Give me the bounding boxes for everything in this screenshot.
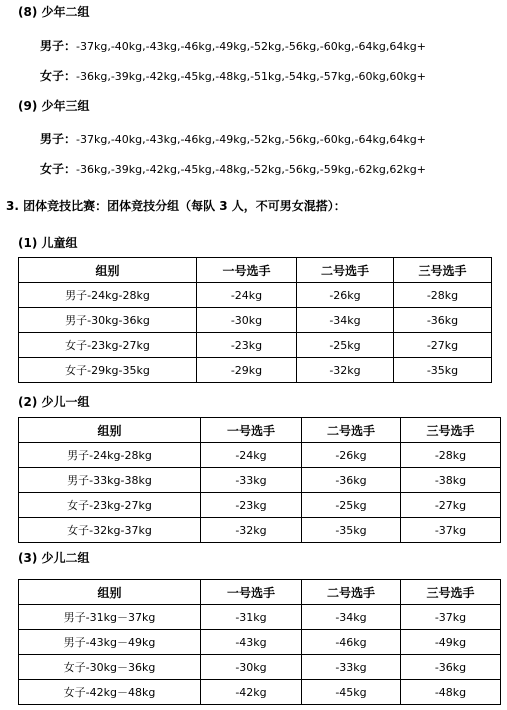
table-cell: -36kg: [302, 468, 401, 493]
table-cell: -27kg: [394, 333, 492, 358]
table-cell: -45kg: [302, 680, 401, 705]
table-cell: -43kg: [201, 630, 302, 655]
group-8-male-row: [40, 37, 426, 54]
table-cell: 男子-31kg－37kg: [19, 605, 201, 630]
table-cell: -32kg: [297, 358, 394, 383]
table-cell: 男子-24kg-28kg: [19, 443, 201, 468]
table-row: [19, 443, 501, 468]
table-row: [19, 518, 501, 543]
table-cell: -23kg: [201, 493, 302, 518]
table-cell: -31kg: [201, 605, 302, 630]
table-cell: -35kg: [302, 518, 401, 543]
table-cell: -34kg: [302, 605, 401, 630]
table-cell: -28kg: [401, 443, 501, 468]
table-row: [19, 605, 501, 630]
table-cell: -26kg: [297, 283, 394, 308]
col-header: 二号选手: [297, 258, 394, 283]
table-cell: 女子-42kg－48kg: [19, 680, 201, 705]
weight-list: -36kg,-39kg,-42kg,-45kg,-48kg,-52kg,-56kg,-59kg,-62kg,62kg+: [76, 163, 426, 176]
table-cell: -27kg: [401, 493, 501, 518]
table-cell: -28kg: [394, 283, 492, 308]
table-cell: 女子-30kg－36kg: [19, 655, 201, 680]
table-cell: -32kg: [201, 518, 302, 543]
col-header: 一号选手: [197, 258, 297, 283]
table-row: [19, 283, 492, 308]
table-cell: -36kg: [401, 655, 501, 680]
table-cell: -34kg: [297, 308, 394, 333]
table-cell: -49kg: [401, 630, 501, 655]
table-cell: -46kg: [302, 630, 401, 655]
group-8-female-row: [40, 67, 426, 84]
table-cell: -24kg: [197, 283, 297, 308]
table-cell: -24kg: [201, 443, 302, 468]
table-cell: -33kg: [302, 655, 401, 680]
group-9-title: (9) 少年三组: [18, 99, 90, 113]
table-row: [19, 468, 501, 493]
col-header: 三号选手: [401, 580, 501, 605]
table-header-row: [19, 418, 501, 443]
group-9-female-row: [40, 160, 426, 177]
table-cell: 女子-29kg-35kg: [19, 358, 197, 383]
col-header: 组别: [19, 580, 201, 605]
female-label: 女子：: [40, 162, 77, 176]
table-cell: -30kg: [197, 308, 297, 333]
table-cell: 男子-30kg-36kg: [19, 308, 197, 333]
team-group-1-title: (1) 儿童组: [18, 236, 78, 250]
col-header: 二号选手: [302, 580, 401, 605]
weight-list: -37kg,-40kg,-43kg,-46kg,-49kg,-52kg,-56kg,-60kg,-64kg,64kg+: [76, 133, 426, 146]
table-cell: -48kg: [401, 680, 501, 705]
col-header: 三号选手: [394, 258, 492, 283]
table-cell: 女子-23kg-27kg: [19, 333, 197, 358]
table-cell: -26kg: [302, 443, 401, 468]
table-cell: 男子-33kg-38kg: [19, 468, 201, 493]
team-group-1-table: [18, 257, 492, 383]
table-header-row: [19, 258, 492, 283]
table-cell: -38kg: [401, 468, 501, 493]
table-cell: -37kg: [401, 518, 501, 543]
table-cell: 女子-23kg-27kg: [19, 493, 201, 518]
table-row: [19, 493, 501, 518]
table-cell: 男子-24kg-28kg: [19, 283, 197, 308]
col-header: 一号选手: [201, 580, 302, 605]
table-cell: 女子-32kg-37kg: [19, 518, 201, 543]
team-group-3-table: [18, 579, 501, 705]
col-header: 二号选手: [302, 418, 401, 443]
group-8-title: (8) 少年二组: [18, 5, 90, 19]
table-cell: -35kg: [394, 358, 492, 383]
col-header: 三号选手: [401, 418, 501, 443]
table-row: [19, 680, 501, 705]
weight-list: -37kg,-40kg,-43kg,-46kg,-49kg,-52kg,-56kg,-60kg,-64kg,64kg+: [76, 40, 426, 53]
table-row: [19, 655, 501, 680]
table-cell: -23kg: [197, 333, 297, 358]
team-group-2-title: (2) 少儿一组: [18, 395, 90, 409]
male-label: 男子：: [40, 132, 77, 146]
male-label: 男子：: [40, 39, 77, 53]
col-header: 组别: [19, 258, 197, 283]
table-cell: -42kg: [201, 680, 302, 705]
table-row: [19, 358, 492, 383]
team-group-3-title: (3) 少儿二组: [18, 551, 90, 565]
table-cell: -29kg: [197, 358, 297, 383]
group-9-male-row: [40, 130, 426, 147]
col-header: 一号选手: [201, 418, 302, 443]
table-cell: -30kg: [201, 655, 302, 680]
table-row: [19, 308, 492, 333]
team-group-2-table: [18, 417, 501, 543]
table-cell: 男子-43kg－49kg: [19, 630, 201, 655]
table-cell: -25kg: [302, 493, 401, 518]
table-cell: -33kg: [201, 468, 302, 493]
table-header-row: [19, 580, 501, 605]
table-cell: -25kg: [297, 333, 394, 358]
table-cell: -37kg: [401, 605, 501, 630]
female-label: 女子：: [40, 69, 77, 83]
team-section-heading: 3. 团体竞技比赛：团体竞技分组（每队 3 人，不可男女混搭）：: [6, 199, 346, 213]
table-cell: -36kg: [394, 308, 492, 333]
table-row: [19, 630, 501, 655]
weight-list: -36kg,-39kg,-42kg,-45kg,-48kg,-51kg,-54kg,-57kg,-60kg,60kg+: [76, 70, 426, 83]
col-header: 组别: [19, 418, 201, 443]
table-row: [19, 333, 492, 358]
